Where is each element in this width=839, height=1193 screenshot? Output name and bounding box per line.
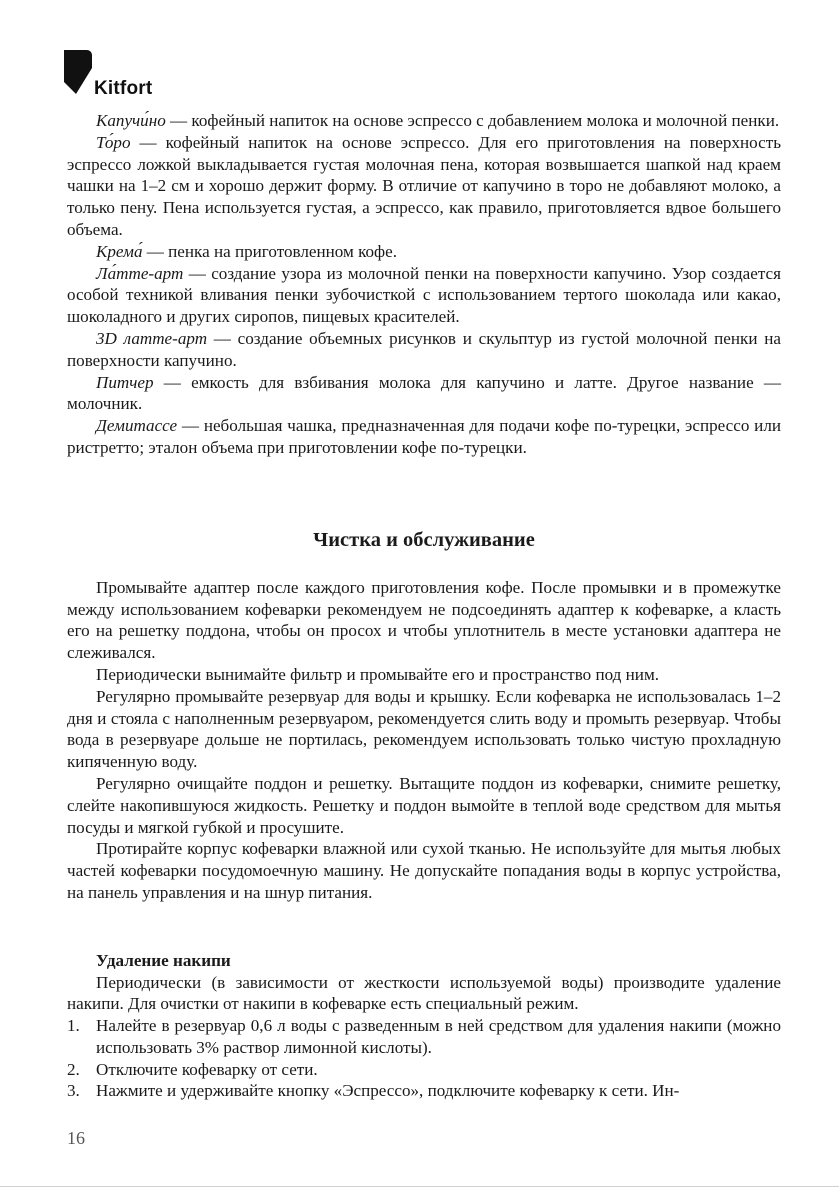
glossary-definition: — кофейный напиток на основе эспрессо. Для его приготовления на поверхность эспрессо ложкой выкладывается густая молочная пена, которая возвышается шапкой над краем чашки на 1–2 см и хорошо держит форму. В отличие от капучино в торо не добавляют молоко, а только пену. Пена используется густая, а эспрессо, как правило, приготовляется вдвое большего объема.: [67, 132, 781, 239]
glossary-entry: [67, 328, 781, 372]
page-number: 16: [67, 1128, 85, 1148]
kitfort-logo-icon: [64, 50, 94, 94]
glossary-term: То́ро: [96, 132, 131, 152]
step-text: Отключите кофеварку от сети.: [96, 1059, 318, 1079]
step-number: 1.: [67, 1016, 80, 1036]
glossary-entry: [67, 241, 781, 263]
bottom-divider: [0, 1186, 839, 1187]
glossary-entry: [67, 132, 781, 241]
section-paragraph: Регулярно промывайте резервуар для воды и крышку. Если кофеварка не использовалась 1–2 дня и стояла с наполненным резервуаром, рекомендуется слить воду и промыть резервуар. Чтобы вода в резервуаре дольше не портилась, рекомендуем использовать только чистую прохладную кипяченную воду.: [67, 686, 781, 772]
glossary-definition: — емкость для взбивания молока для капучино и латте. Другое название — молочник.: [67, 372, 781, 414]
step-number: 3.: [67, 1081, 80, 1101]
section-paragraph: Протирайте корпус кофеварки влажной или сухой тканью. Не используйте для мытья любых частей кофеварки посудомоечную машину. Не допускайте попадания воды в корпус устройства, на панель управления и на шнур питания.: [67, 839, 781, 902]
glossary: [67, 110, 781, 459]
descaling-heading: Удаление накипи: [96, 950, 231, 970]
list-item: [67, 1059, 781, 1081]
glossary-term: Демитассе: [96, 416, 178, 436]
glossary-term: 3D латте-арт: [96, 328, 208, 348]
list-item: [67, 1080, 781, 1102]
glossary-definition: — создание узора из молочной пенки на поверхности капучино. Узор создается особой техникой вливания пенки зубочисткой с использованием тертого шоколада или какао, шоколадного и других сиропов, пищевых красителей.: [67, 263, 781, 327]
step-text: Нажмите и удерживайте кнопку «Эспрессо», подключите кофеварку к сети. Ин-: [96, 1081, 680, 1101]
glossary-term: Ла́тте-арт: [96, 263, 184, 283]
glossary-definition: — пенка на приготовленном кофе.: [142, 241, 397, 261]
section-paragraph: Промывайте адаптер после каждого приготовления кофе. После промывки и в промежутке между использованием кофеварки рекомендуем не подсоединять адаптер к кофеварке, а класть его на решетку поддона, чтобы он просох и чтобы уплотнитель в месте установки адаптера не слеживался.: [67, 577, 781, 663]
step-number: 2.: [67, 1059, 80, 1079]
descaling-steps: [67, 1015, 781, 1102]
glossary-definition: — кофейный напиток на основе эспрессо с добавлением молока и молочной пенки.: [165, 111, 780, 130]
cleaning-section: [67, 577, 781, 904]
glossary-term: Питчер: [96, 372, 154, 392]
glossary-term: Капучи́но: [96, 111, 166, 130]
step-text: Налейте в резервуар 0,6 л воды с разведенным в ней средством для удаления накипи (можно использовать 3% раствор лимонной кислоты).: [96, 1016, 781, 1057]
glossary-entry: [67, 415, 781, 459]
section-paragraph: Регулярно очищайте поддон и решетку. Вытащите поддон из кофеварки, снимите решетку, слейте накопившуюся жидкость. Решетку и поддон вымойте в теплой воде средством для мытья посуды и мягкой губкой и просушите.: [67, 773, 781, 837]
kitfort-logo: [64, 50, 204, 100]
glossary-entry: [67, 263, 781, 328]
section-title: Чистка и обслуживание: [313, 528, 535, 551]
brand-name: Kitfort: [94, 78, 153, 99]
descaling-intro: Периодически (в зависимости от жесткости используемой воды) производите удаление накипи. Для очистки от накипи в кофеварке есть специальный режим.: [67, 972, 781, 1014]
glossary-definition: — небольшая чашка, предназначенная для подачи кофе по-турецки, эспрессо или ристретто; эталон объема при приготовлении кофе по-турецки.: [67, 416, 781, 457]
glossary-entry: [67, 110, 781, 132]
glossary-entry: [67, 372, 781, 416]
section-paragraph: Периодически вынимайте фильтр и промывайте его и пространство под ним.: [96, 664, 660, 684]
list-item: [67, 1015, 781, 1059]
page-content: [67, 110, 781, 1102]
glossary-definition: — создание объемных рисунков и скульптур из густой молочной пенки на поверхности капучино.: [67, 328, 781, 370]
glossary-term: Крема́: [96, 241, 143, 261]
